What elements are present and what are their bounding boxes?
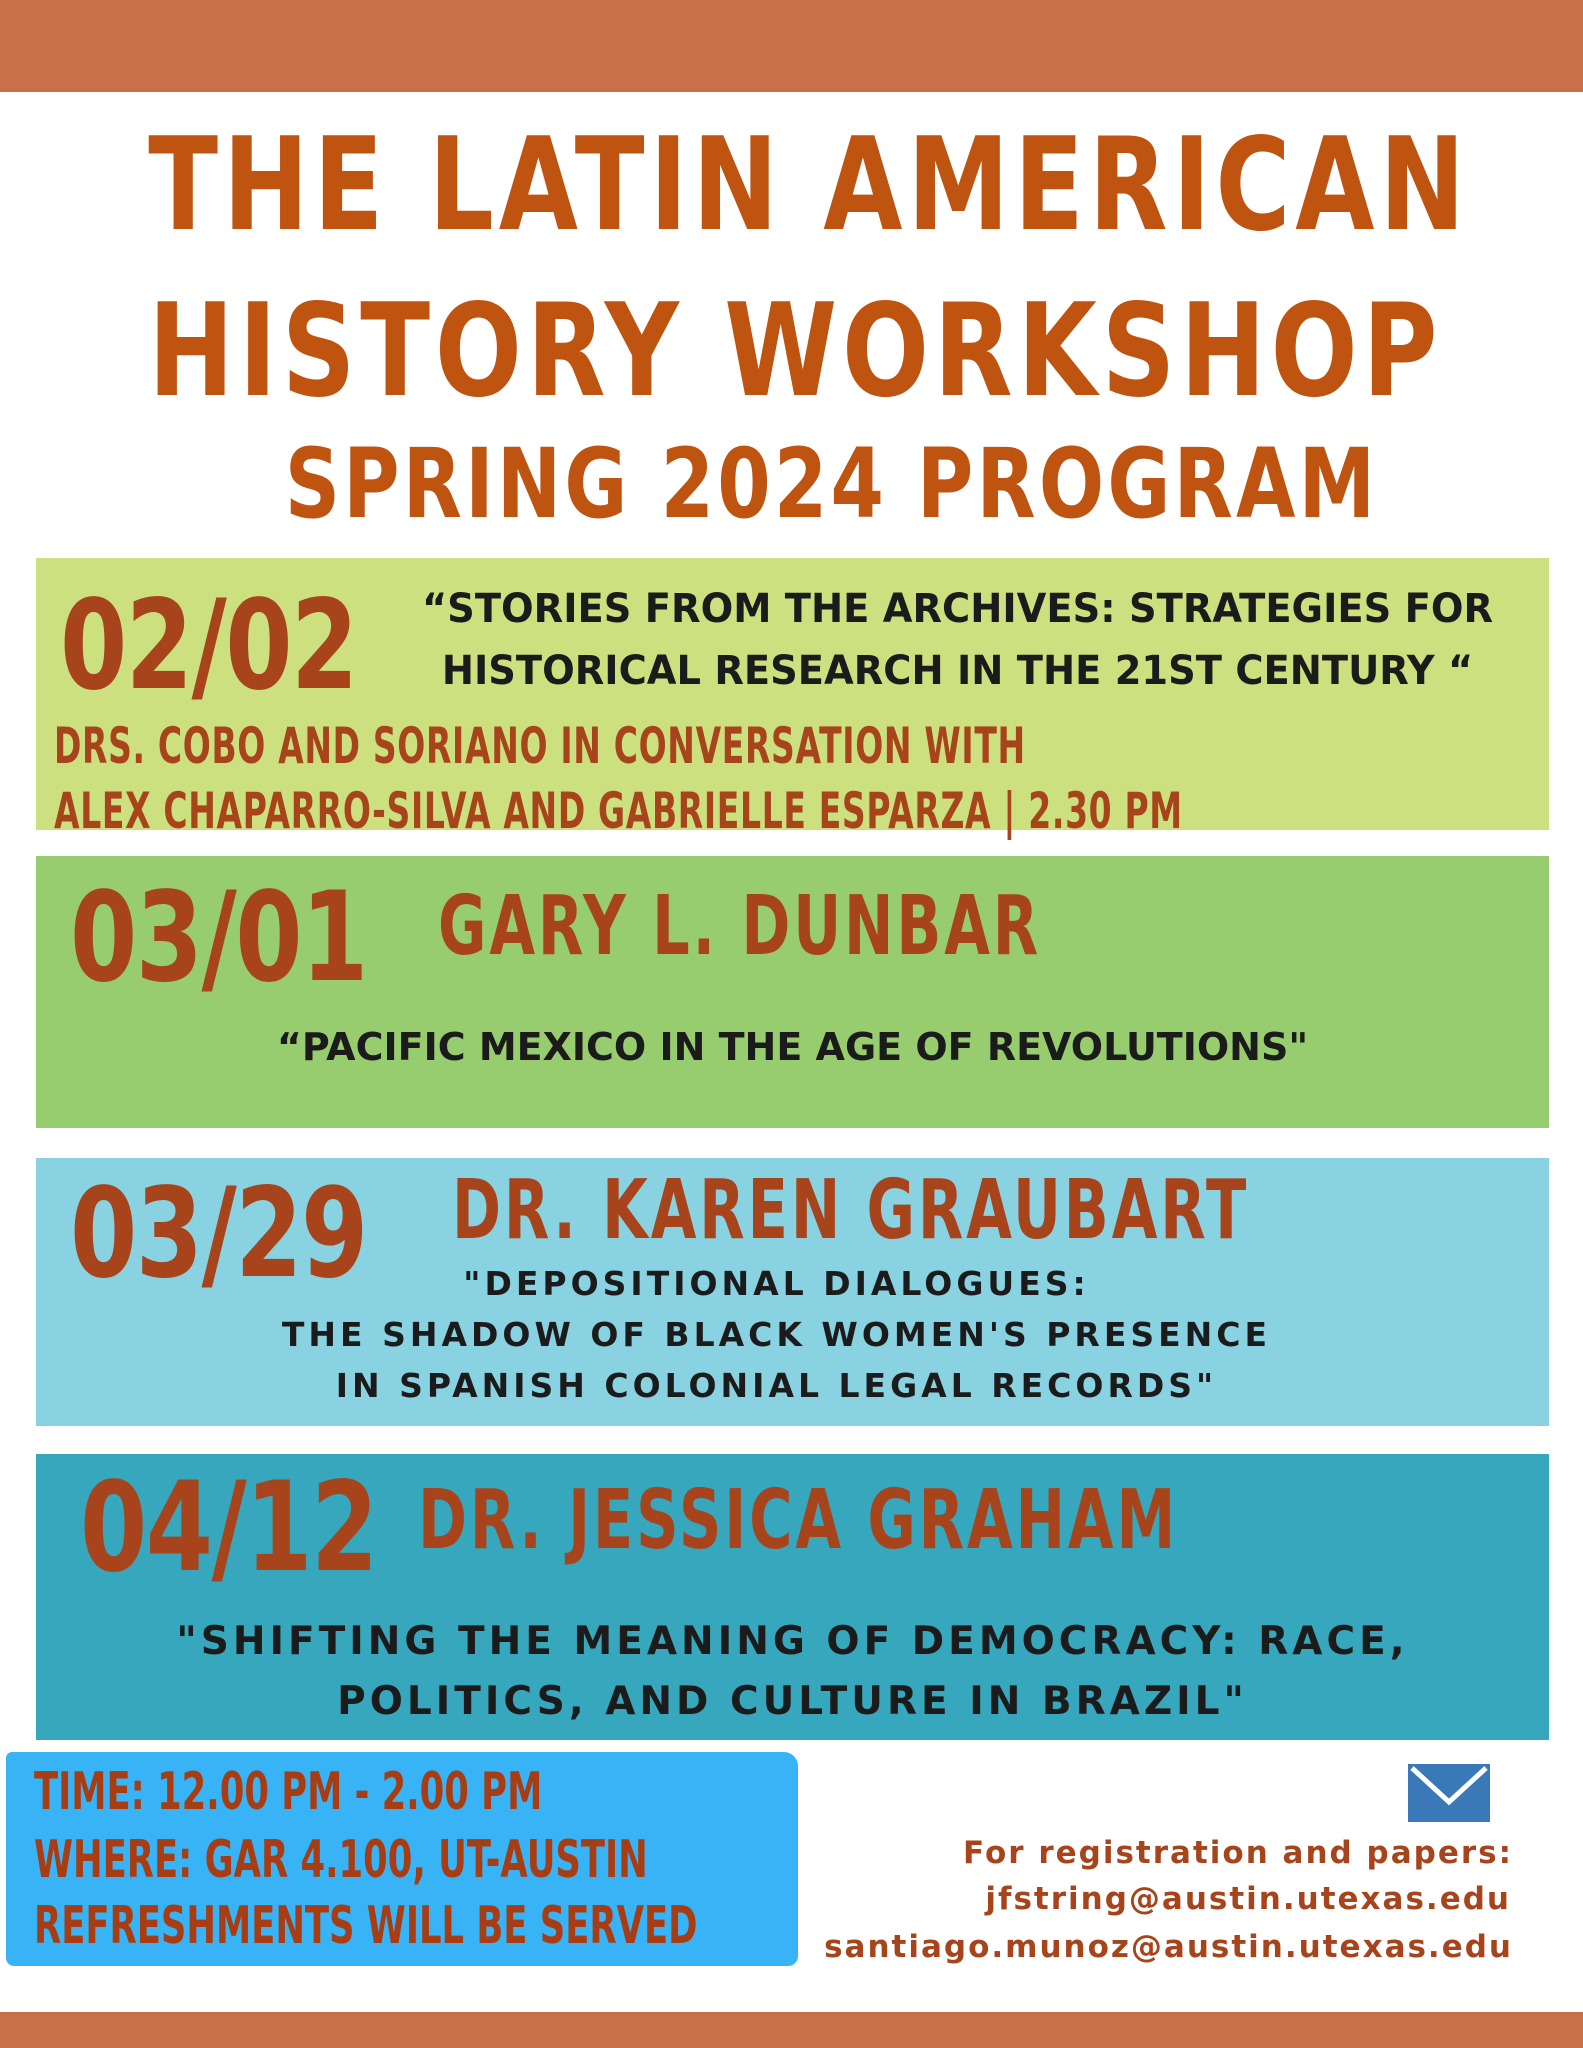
- event-talk-title-line-3: IN SPANISH COLONIAL LEGAL RECORDS": [335, 1366, 1218, 1406]
- top-band: [0, 0, 1583, 92]
- event-talk-title-line-2: HISTORICAL RESEARCH IN THE 21ST CENTURY “: [441, 648, 1474, 694]
- registration-label: For registration and papers:: [963, 1835, 1513, 1871]
- event-speakers: [54, 714, 1183, 844]
- page-title-line-2: HISTORY WORKSHOP: [148, 277, 1443, 426]
- event-speakers-line-1: DRS. COBO AND SORIANO IN CONVERSATION WITH: [54, 717, 1026, 775]
- envelope-icon: [1408, 1764, 1490, 1822]
- page-title-line-1: THE LATIN AMERICAN: [148, 111, 1470, 260]
- event-card-0301: [36, 856, 1549, 1128]
- location-info: WHERE: GAR 4.100, UT-AUSTIN: [34, 1830, 648, 1890]
- event-speaker-name: DR. KAREN GRAUBART: [452, 1163, 1250, 1258]
- event-talk-title-line-2: POLITICS, AND CULTURE IN BRAZIL": [337, 1679, 1248, 1725]
- event-date: 03/01: [70, 866, 367, 1010]
- event-talk-title: [20, 1258, 1533, 1411]
- event-talk-title: [390, 578, 1526, 702]
- event-speaker-name: DR. JESSICA GRAHAM: [418, 1473, 1179, 1568]
- time-info: TIME: 12.00 PM - 2.00 PM: [34, 1762, 543, 1822]
- event-card-0412: [36, 1454, 1549, 1740]
- event-talk-title-line-2: THE SHADOW OF BLACK WOMEN'S PRESENCE: [281, 1315, 1272, 1355]
- event-speakers-line-2: ALEX CHAPARRO-SILVA AND GABRIELLE ESPARZA | 2.30 PM: [54, 782, 1183, 840]
- event-date: 03/29: [70, 1162, 367, 1306]
- event-date: 04/12: [80, 1456, 377, 1600]
- event-card-0202: [36, 558, 1549, 840]
- event-talk-title-line-1: "SHIFTING THE MEANING OF DEMOCRACY: RACE,: [176, 1619, 1409, 1664]
- event-speaker-name: GARY L. DUNBAR: [438, 879, 1042, 974]
- email-link-santiago[interactable]: santiago.munoz@austin.utexas.edu: [824, 1929, 1513, 1965]
- refreshments-info: REFRESHMENTS WILL BE SERVED: [34, 1896, 698, 1956]
- event-talk-title: [36, 1612, 1549, 1733]
- event-talk-title: “PACIFIC MEXICO IN THE AGE OF REVOLUTIONS": [276, 1025, 1309, 1069]
- event-date: 02/02: [60, 574, 357, 718]
- event-talk-title-line-1: “STORIES FROM THE ARCHIVES: STRATEGIES FOR: [421, 586, 1494, 632]
- bottom-band: [0, 2012, 1583, 2048]
- program-subtitle: SPRING 2024 PROGRAM: [284, 428, 1379, 540]
- event-card-0329: [36, 1158, 1549, 1426]
- email-link-jfstring[interactable]: jfstring@austin.utexas.edu: [985, 1881, 1511, 1917]
- event-talk-title-line-1: "DEPOSITIONAL DIALOGUES:: [463, 1264, 1090, 1303]
- event-info-box: [6, 1752, 798, 1966]
